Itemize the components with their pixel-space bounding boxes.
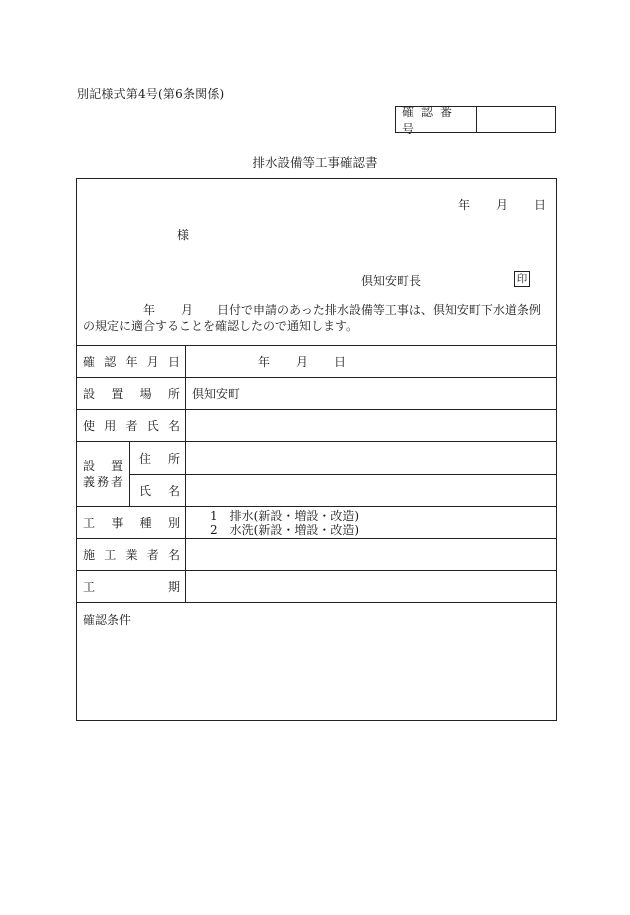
- confirm-year: 年: [258, 355, 271, 369]
- row-conditions[interactable]: [77, 602, 556, 720]
- issue-date: [458, 196, 548, 213]
- notice-body: [83, 302, 551, 334]
- work-kind-value[interactable]: [186, 507, 556, 538]
- row-work-kind: [77, 506, 556, 538]
- row-contractor: [77, 538, 556, 570]
- confirm-date-value[interactable]: [186, 346, 556, 377]
- issue-date-day: 日: [534, 198, 547, 212]
- period-label: 工 期: [83, 580, 180, 594]
- work-kind-option-1[interactable]: 1 排水(新設・増設・改造): [210, 508, 359, 523]
- work-kind-label: 工 事 種 別: [83, 516, 180, 530]
- obligor-address-label: 住 所: [139, 451, 180, 466]
- row-obligor: [77, 441, 556, 506]
- conditions-label: 確認条件: [83, 613, 132, 627]
- confirm-date-label-text: 確 認 年 月 日: [83, 355, 180, 369]
- addressee-honorific: 様: [177, 228, 190, 242]
- obligor-label: [77, 442, 130, 506]
- confirmation-number-box: [395, 104, 556, 136]
- obligor-label-top: 設 置: [83, 459, 123, 473]
- work-kind-option-2[interactable]: 2 水洗(新設・増設・改造): [210, 522, 359, 537]
- obligor-label-bottom: 義 務 者: [83, 475, 123, 489]
- obligor-name-field[interactable]: [186, 474, 556, 506]
- document-title: 排水設備等工事確認書: [252, 155, 378, 170]
- seal-mark: 印: [514, 271, 530, 287]
- obligor-name-label: 氏 名: [139, 484, 180, 498]
- issue-date-month: 月: [496, 198, 509, 212]
- row-period: [77, 570, 556, 602]
- user-name-value[interactable]: [186, 410, 556, 441]
- issuer-title: 倶知安町長: [361, 274, 422, 288]
- issue-date-year: 年: [458, 198, 471, 212]
- notice-month: 月: [181, 303, 194, 317]
- form-number-label: 別記様式第4号(第6条関係): [77, 87, 225, 101]
- location-label: 設 置 場 所: [83, 387, 180, 401]
- confirmation-number-label: 確認番号: [396, 107, 477, 132]
- row-confirm-date: [77, 345, 556, 377]
- user-name-label: 使 用 者 氏 名: [83, 419, 180, 433]
- notice-text: 日付で申請のあった排水設備等工事は、倶知安町下水道条例の規定に適合することを確認したので通知します。: [83, 303, 541, 333]
- notice-year: 年: [143, 303, 156, 317]
- contractor-value[interactable]: [186, 539, 556, 570]
- confirm-day: 日: [334, 355, 347, 369]
- confirmation-form: [76, 178, 557, 721]
- confirm-date-label: [77, 346, 186, 377]
- location-value[interactable]: 倶知安町: [192, 387, 241, 401]
- row-location: [77, 377, 556, 409]
- confirm-month: 月: [296, 355, 309, 369]
- obligor-address-field[interactable]: [186, 442, 556, 474]
- row-user-name: [77, 409, 556, 441]
- period-value[interactable]: [186, 571, 556, 602]
- confirmation-number-field[interactable]: [477, 107, 555, 132]
- contractor-label: 施 工 業 者 名: [83, 548, 180, 562]
